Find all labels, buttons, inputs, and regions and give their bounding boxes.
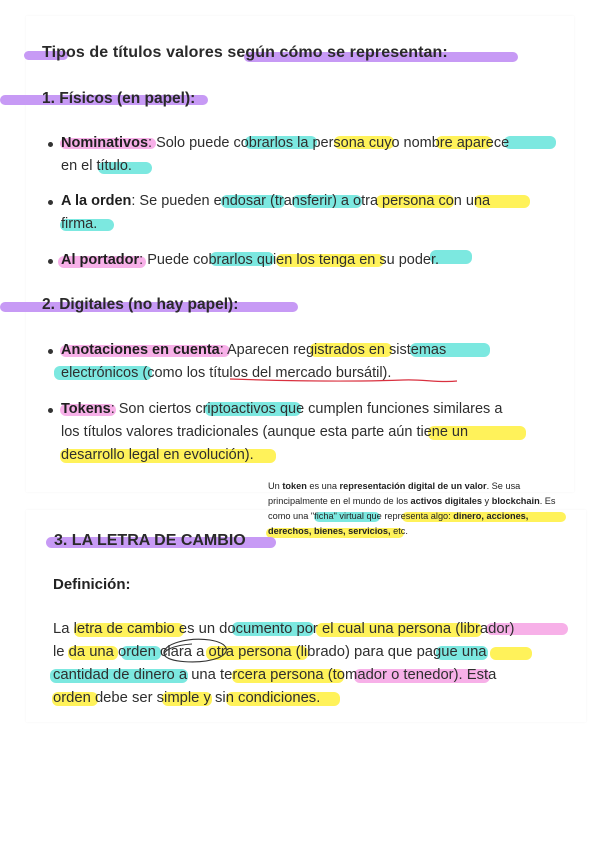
list-item-line: los títulos valores tradicionales (aunque esta parte aún tiene un [61,424,469,440]
token-note-line: como una "ficha" virtual que representa algo: dinero, acciones, [268,511,529,521]
list-item-line: Anotaciones en cuenta: Aparecen registrados en sistemas [61,342,447,358]
definition-line: cantidad de dinero a una tercera persona (tomador o tenedor). Esta [53,667,497,683]
highlight-yellow [490,647,532,660]
section3-heading: 3. LA LETRA DE CAMBIO [54,532,246,549]
definition-heading: Definición: [53,576,131,593]
list-item-line: desarrollo legal en evolución). [61,447,254,463]
token-note-line: Un token es una representación digital de un valor. Se usa [268,481,521,491]
list-item-line: firma. [61,216,98,232]
bullet-icon [48,259,53,264]
token-note-line: principalmente en el mundo de los activos digitales y blockchain. Es [268,496,556,506]
red-underline-icon [228,374,460,386]
list-item-line: Nominativos: Solo puede cobrarlos la persona cuyo nombre aparece [61,135,510,151]
bullet-icon [48,142,53,147]
bullet-icon [48,200,53,205]
page-title: Tipos de títulos valores según cómo se representan: [42,44,448,61]
list-item-line: Al portador: Puede cobrarlos quien los tenga en su poder. [61,252,440,268]
list-item-line: en el título. [61,158,132,174]
list-item-line: electrónicos (como los títulos del mercado bursátil). [61,365,392,381]
definition-line: le da una orden clara a otra persona (librado) para que pague una [53,644,487,660]
list-item-line: Tokens: Son ciertos criptoactivos que cumplen funciones similares a [61,401,503,417]
token-note-line: derechos, bienes, servicios, etc. [268,526,408,536]
section1-heading: 1. Físicos (en papel): [42,90,196,107]
section2-heading: 2. Digitales (no hay papel): [42,296,239,313]
list-item-line: A la orden: Se pueden endosar (transferir) a otra persona con una [61,193,491,209]
highlight-cyan [504,136,556,149]
definition-line: orden debe ser simple y sin condiciones. [53,690,321,706]
definition-line: La letra de cambio es un documento por el cual una persona (librador) [53,621,515,637]
bullet-icon [48,349,53,354]
pen-circle-icon [158,634,234,666]
bullet-icon [48,408,53,413]
